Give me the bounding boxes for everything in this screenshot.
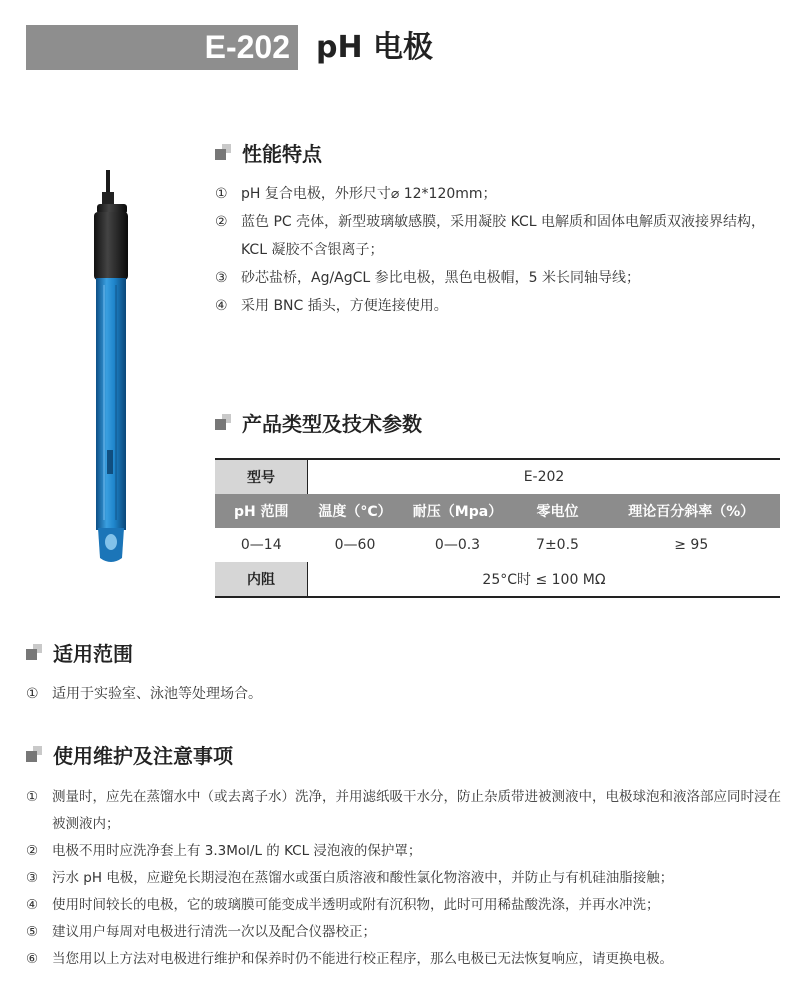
model-label-cell: 型号 <box>215 459 308 494</box>
table-cell: ≥ 95 <box>674 537 709 553</box>
resistance-label-cell: 内阻 <box>215 562 308 597</box>
ph-electrode-image <box>88 170 148 570</box>
scope-heading: 适用范围 <box>26 638 133 667</box>
specs-heading: 产品类型及技术参数 <box>215 408 422 437</box>
column-header: 耐压（Mpa） <box>403 494 513 528</box>
cap <box>94 212 128 280</box>
list-item: ③ 污水 pH 电极，应避免长期浸泡在蒸馏水或蛋白质溶液和酸性氯化物溶液中，并防止与有机硅油脂接触； <box>26 870 674 886</box>
maintenance-list <box>26 784 786 973</box>
cable-sleeve <box>102 192 114 206</box>
list-item: ① pH 复合电极，外形尺寸⌀ 12*120mm； <box>215 186 497 202</box>
list-item: ④ 采用 BNC 插头，方便连接使用。 <box>215 298 448 314</box>
electrode-body <box>96 278 126 530</box>
page-title: pH 电极 <box>316 30 434 65</box>
column-header: pH 范围 <box>215 494 308 528</box>
list-item: ② 电极不用时应洗净套上有 3.3Mol/L 的 KCL 浸泡液的保护罩； <box>26 843 422 859</box>
list-item: ⑥ 当您用以上方法对电极进行维护和保养时仍不能进行校正程序，那么电极已无法恢复响应，请更换电极。 <box>26 951 673 967</box>
spec-table <box>215 458 780 598</box>
table-cell: 7±0.5 <box>536 537 579 553</box>
bullet-square-icon <box>26 746 43 763</box>
list-item: ④ 使用时间较长的电极，它的玻璃膜可能变成半透明或附有沉积物，此时可用稀盐酸洗涤，并再水冲洗； <box>26 897 660 913</box>
list-item: ⑤ 建议用户每周对电极进行清洗一次以及配合仪器校正； <box>26 924 376 940</box>
column-header: 理论百分斜率（%） <box>603 494 781 528</box>
model-name: E-202 <box>204 29 290 65</box>
bullet-square-icon <box>215 144 232 161</box>
table-cell: 0—14 <box>240 537 282 553</box>
table-cell: 0—60 <box>334 537 376 553</box>
bullet-square-icon <box>26 644 43 661</box>
bullet-square-icon <box>215 414 232 431</box>
features-heading: 性能特点 <box>215 138 322 167</box>
column-header: 温度（°C） <box>308 494 403 528</box>
list-item: ② 蓝色 PC 壳体，新型玻璃敏感膜，采用凝胶 KCL 电解质和固体电解质双液接界结构，KCL 凝胶不含银离子； <box>215 214 766 258</box>
features-list <box>215 180 785 320</box>
resistance-value-cell: 25°C时 ≤ 100 MΩ <box>308 562 781 597</box>
column-header: 零电位 <box>513 494 603 528</box>
maintenance-heading: 使用维护及注意事项 <box>26 740 233 769</box>
list-item: ① 测量时，应先在蒸馏水中（或去离子水）洗净，并用滤纸吸干水分，防止杂质带进被测液中，电极球泡和液洛部应同时浸在被测液内； <box>26 789 781 832</box>
list-item: ① 适用于实验室、泳池等处理场合。 <box>26 686 262 702</box>
table-cell: 0—0.3 <box>434 537 481 553</box>
scope-list <box>26 680 776 708</box>
model-value-cell: E-202 <box>308 459 781 494</box>
list-item: ③ 砂芯盐桥，Ag/AgCL 参比电极，黑色电极帽，5 米长同轴导线； <box>215 270 641 286</box>
